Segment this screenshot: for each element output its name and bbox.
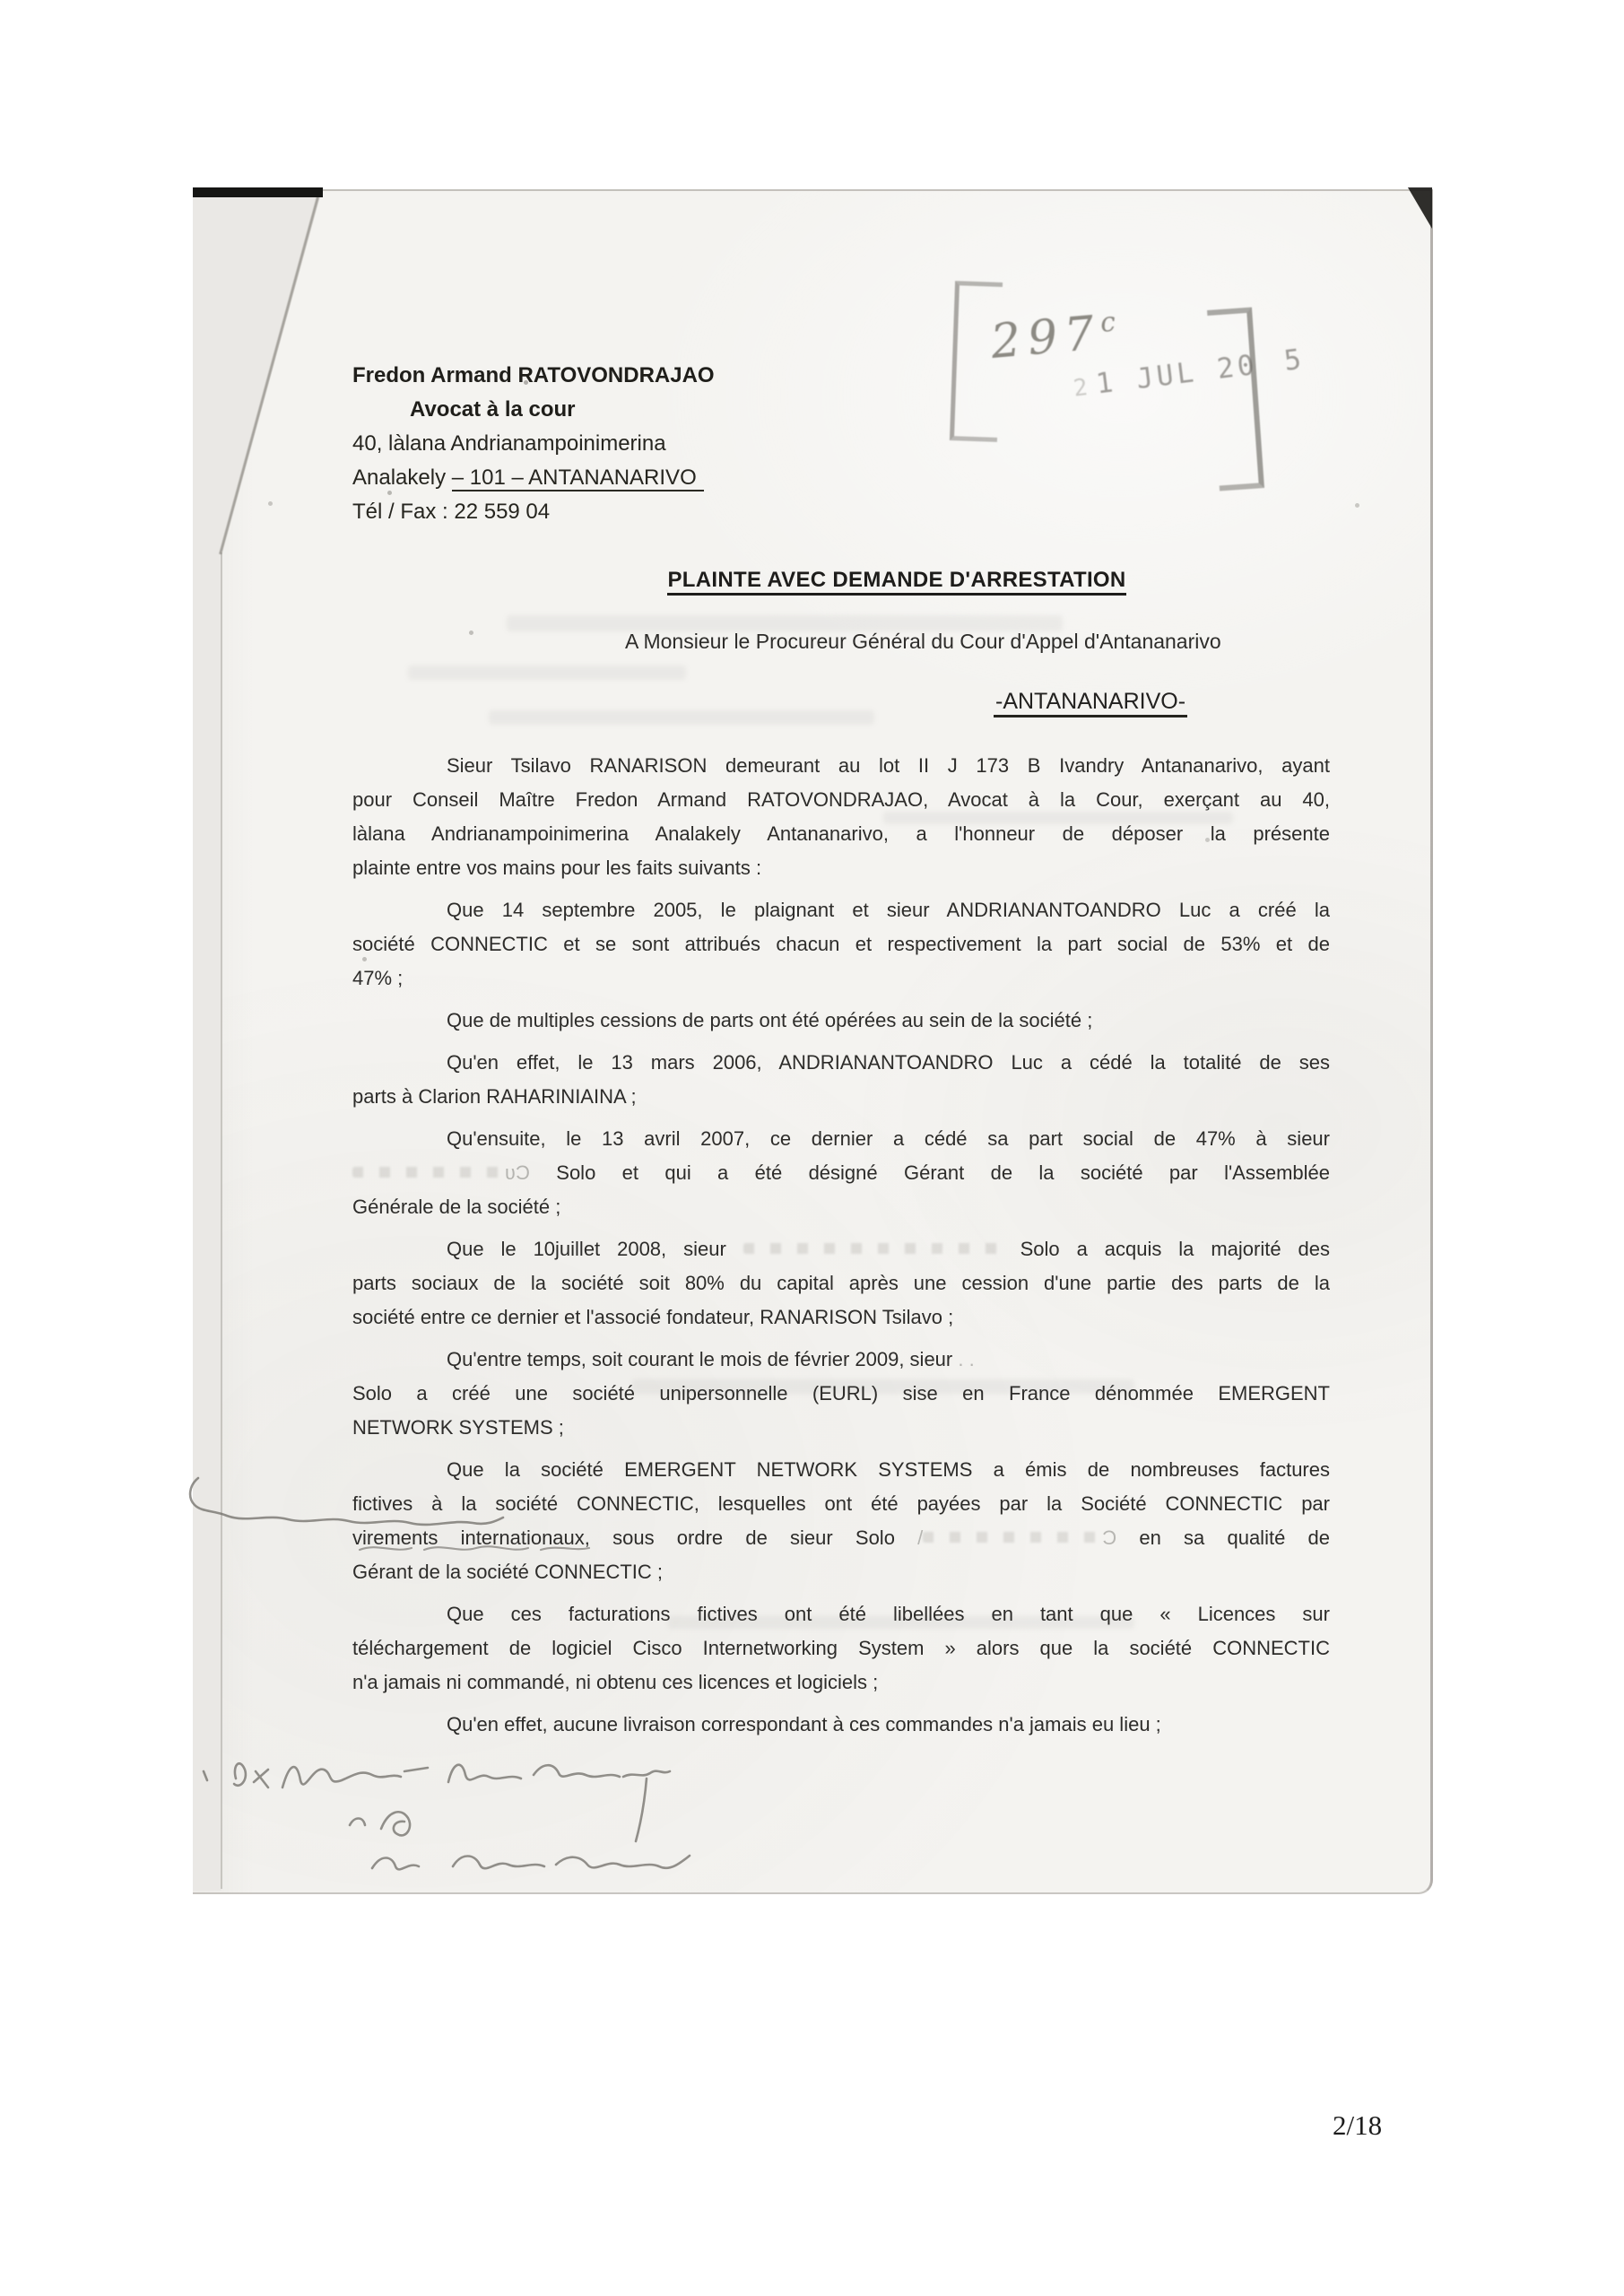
- letterhead: [352, 359, 715, 529]
- text-line: [352, 1080, 1330, 1114]
- text-segment: fictives à la société CONNECTIC, lesquelles ont été payées par la Société CONNECTIC par: [352, 1492, 1330, 1515]
- erased-text-smudge: [743, 1243, 1003, 1254]
- text-segment: Solo a acquis la majorité des: [1003, 1238, 1330, 1260]
- stamp-handwritten-number: 297$^c$: [988, 306, 1117, 370]
- text-line: [352, 851, 1330, 885]
- text-line: [352, 1343, 1330, 1377]
- text-line: [352, 1004, 1330, 1038]
- letterhead-name: Fredon Armand RATOVONDRAJAO: [352, 363, 715, 387]
- stamp-date: 21 JUL 20 5: [1072, 343, 1307, 403]
- text-line: [352, 1232, 1330, 1266]
- paragraph: [352, 1343, 1330, 1445]
- ink-bleed-smudge: [489, 710, 874, 725]
- registry-stamp: [940, 267, 1307, 491]
- text-segment: Qu'entre temps, soit courant le mois de février 2009, sieur: [447, 1348, 953, 1370]
- letterhead-phone: Tél / Fax : 22 559 04: [352, 500, 551, 524]
- text-segment: en sa qualité de: [1116, 1526, 1330, 1549]
- ink-bleed-smudge: [408, 665, 686, 680]
- body-paragraphs: [352, 749, 1330, 1750]
- text-segment: n'a jamais ni commandé, ni obtenu ces licences et logiciels ;: [352, 1671, 879, 1693]
- document-title: PLAINTE AVEC DEMANDE D'ARRESTATION: [359, 568, 1435, 593]
- letterhead-address-line1: 40, làlana Andrianampoinimerina: [352, 431, 666, 456]
- text-segment: NETWORK SYSTEMS ;: [352, 1416, 564, 1439]
- paragraph: [352, 1004, 1330, 1038]
- text-segment: Qu'en effet, aucune livraison correspondant à ces commandes n'a jamais eu lieu ;: [447, 1713, 1161, 1735]
- addressee-line: A Monsieur le Procureur Général du Cour d'Appel d'Antananarivo: [625, 630, 1221, 653]
- text-line: [352, 1046, 1330, 1080]
- text-line: [352, 961, 1330, 996]
- text-line: [352, 1377, 1330, 1411]
- text-segment: parts à Clarion RAHARINIAINA ;: [352, 1085, 637, 1108]
- text-segment: làlana Andrianampoinimerina Analakely Antananarivo, a l'honneur de déposer la présente: [352, 822, 1330, 845]
- text-segment: Que ces facturations fictives ont été libellées en tant que « Licences sur: [447, 1603, 1330, 1625]
- paragraph: [352, 1232, 1330, 1335]
- handwritten-note-illegible: [193, 1735, 717, 1888]
- scan-dust-specks: [0, 0, 3, 3]
- text-segment: Sieur Tsilavo RANARISON demeurant au lot II J 173 B Ivandry Antananarivo, ayant: [447, 754, 1330, 777]
- text-segment: téléchargement de logiciel Cisco Internetworking System » alors que la société CONNECTIC: [352, 1637, 1330, 1659]
- text-line: [352, 1665, 1330, 1700]
- text-segment: Gérant de la société CONNECTIC ;: [352, 1561, 664, 1583]
- erased-text-smudge: [352, 1167, 505, 1178]
- text-line: [352, 1122, 1330, 1156]
- text-line: [352, 1156, 1330, 1190]
- letterhead-address-line2: Analakely – 101 – ANTANANARIVO: [352, 461, 715, 495]
- text-segment: Que la société EMERGENT NETWORK SYSTEMS a émis de nombreuses factures: [447, 1458, 1330, 1481]
- text-segment: société CONNECTIC et se sont attribués chacun et respectivement la part social de 53% et de: [352, 933, 1330, 955]
- text-line: [352, 1266, 1330, 1300]
- handwritten-underline-annotation: [184, 1471, 812, 1570]
- letterhead-city-underlined: – 101 – ANTANANARIVO: [452, 465, 704, 491]
- text-segment: Qu'ensuite, le 13 avril 2007, ce dernier a cédé sa part social de 47% à sieur: [447, 1127, 1330, 1150]
- text-segment: Solo et qui a été désigné Gérant de la société par l'Assemblée: [529, 1161, 1330, 1184]
- paragraph: [352, 893, 1330, 996]
- text-line: [352, 1631, 1330, 1665]
- paragraph: [352, 1597, 1330, 1700]
- text-segment: Que 14 septembre 2005, le plaignant et sieur ANDRIANANTOANDRO Luc a créé la: [447, 899, 1330, 921]
- stamp-right-bracket: [1207, 308, 1264, 491]
- paper-left-edge: [221, 552, 222, 1889]
- text-segment: plainte entre vos mains pour les faits suivants :: [352, 857, 762, 879]
- text-segment: /: [894, 1526, 924, 1549]
- erased-text-smudge: [923, 1532, 1102, 1543]
- text-segment: ʋƆ: [505, 1161, 530, 1184]
- text-segment: Générale de la société ;: [352, 1196, 561, 1218]
- text-segment: . .: [952, 1348, 975, 1370]
- text-segment: Qu'en effet, le 13 mars 2006, ANDRIANANTOANDRO Luc a cédé la totalité de ses: [447, 1051, 1330, 1074]
- scan-top-edge-shadow: [193, 187, 323, 197]
- text-segment: Que de multiples cessions de parts ont été opérées au sein de la société ;: [447, 1009, 1093, 1031]
- text-segment: pour Conseil Maître Fredon Armand RATOVONDRAJAO, Avocat à la Cour, exerçant au 40,: [352, 788, 1330, 811]
- text-segment: 47% ;: [352, 967, 404, 989]
- text-segment: Que le 10juillet 2008, sieur: [447, 1238, 743, 1260]
- text-line: [352, 893, 1330, 927]
- text-line: [352, 749, 1330, 783]
- text-line: [352, 1597, 1330, 1631]
- text-segment: Ɔ: [1102, 1526, 1117, 1549]
- paragraph: [352, 749, 1330, 885]
- letterhead-role: Avocat à la cour: [410, 397, 576, 422]
- paragraph: [352, 1046, 1330, 1114]
- text-segment: parts sociaux de la société soit 80% du capital après une cession d'une partie des parts de la: [352, 1272, 1330, 1294]
- text-line: [352, 1300, 1330, 1335]
- page-number: 2/18: [1333, 2109, 1383, 2141]
- text-line: [352, 783, 1330, 817]
- city-line: -ANTANANARIVO-: [994, 689, 1187, 715]
- paragraph: [352, 1122, 1330, 1224]
- text-segment: société entre ce dernier et l'associé fondateur, RANARISON Tsilavo ;: [352, 1306, 954, 1328]
- text-line: [352, 817, 1330, 851]
- text-segment: virements internationaux, sous ordre de sieur Solo: [352, 1526, 895, 1549]
- text-line: [352, 1411, 1330, 1445]
- text-segment: Solo a créé une société unipersonnelle (EURL) sise en France dénommée EMERGENT: [352, 1382, 1330, 1405]
- text-line: [352, 1190, 1330, 1224]
- text-line: [352, 927, 1330, 961]
